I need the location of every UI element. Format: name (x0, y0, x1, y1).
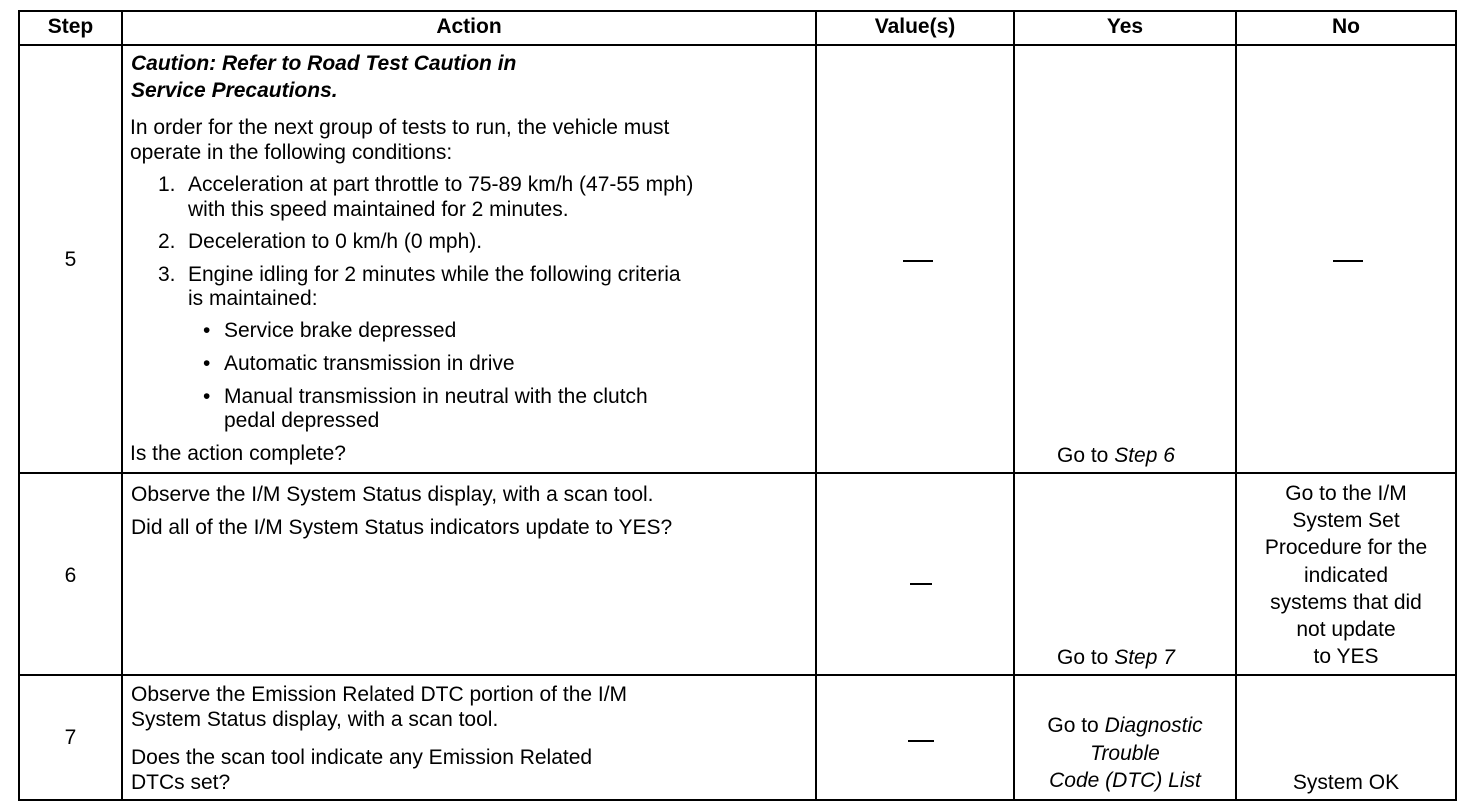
header-action: Action (436, 15, 502, 38)
dtc-list-link[interactable]: Diagnostic (1104, 714, 1203, 737)
no-result-line: Procedure for the (1264, 536, 1428, 559)
action-text: Observe the Emission Related DTC portion of the I/M (131, 683, 628, 706)
sub-list-item: pedal depressed (224, 409, 380, 432)
sub-list-item: Automatic transmission in drive (224, 352, 515, 375)
value-dash (908, 740, 934, 742)
bullet-icon: • (203, 319, 211, 342)
list-item: is maintained: (188, 287, 318, 310)
list-item: Acceleration at part throttle to 75-89 km/h (47-55 mph) (188, 173, 694, 196)
header-no: No (1332, 15, 1360, 38)
step-link[interactable]: Step 7 (1114, 646, 1175, 669)
yes-prefix: Go to (1057, 646, 1109, 669)
dtc-list-link[interactable]: Trouble (1090, 742, 1160, 765)
step-number: 7 (64, 726, 77, 749)
col-divider-values (1013, 10, 1015, 799)
yes-prefix: Go to (1057, 444, 1109, 467)
header-divider (18, 44, 1455, 46)
no-result-line: System Set (1292, 509, 1400, 532)
sub-list-item: Service brake depressed (224, 319, 457, 342)
list-number: 2. (158, 230, 176, 253)
col-divider-step (121, 10, 123, 799)
action-text: operate in the following conditions: (130, 141, 453, 164)
list-item: with this speed maintained for 2 minutes. (188, 198, 569, 221)
action-text: Observe the I/M System Status display, with a scan tool. (131, 483, 654, 506)
list-item: Deceleration to 0 km/h (0 mph). (188, 230, 483, 253)
list-item: Engine idling for 2 minutes while the following criteria (188, 263, 681, 286)
value-dash (903, 260, 933, 262)
yes-result (1057, 645, 1175, 671)
bullet-icon: • (203, 385, 211, 408)
no-result-line: systems that did (1270, 591, 1422, 614)
yes-result (1015, 713, 1235, 739)
list-number: 3. (158, 263, 176, 286)
no-result-line: Go to the I/M (1285, 482, 1407, 505)
no-result: System OK (1292, 771, 1400, 794)
action-text: In order for the next group of tests to run, the vehicle must (130, 116, 670, 139)
list-number: 1. (158, 173, 176, 196)
step-link[interactable]: Step 6 (1114, 444, 1175, 467)
action-question: Does the scan tool indicate any Emission Related (131, 746, 593, 769)
header-step: Step (47, 15, 94, 38)
action-question: Did all of the I/M System Status indicators update to YES? (131, 516, 673, 539)
header-values: Value(s) (874, 15, 956, 38)
yes-prefix: Go to (1047, 714, 1099, 737)
yes-result (1057, 443, 1175, 469)
no-result-line: indicated (1303, 564, 1389, 587)
no-result-line: not update (1296, 618, 1396, 641)
action-question: DTCs set? (131, 771, 231, 794)
col-divider-yes (1235, 10, 1237, 799)
action-text: System Status display, with a scan tool. (131, 708, 499, 731)
bullet-icon: • (203, 352, 211, 375)
sub-list-item: Manual transmission in neutral with the clutch (224, 385, 648, 408)
caution-text: Service Precautions. (131, 79, 338, 102)
no-result-line: to YES (1313, 645, 1379, 668)
dtc-list-link[interactable]: Code (DTC) List (1049, 769, 1201, 792)
step-number: 6 (64, 564, 77, 587)
no-dash (1333, 260, 1363, 262)
row-divider-6-7 (18, 674, 1455, 676)
row-divider-5-6 (18, 472, 1455, 474)
step-number: 5 (64, 248, 77, 271)
col-divider-action (815, 10, 817, 799)
caution-text: Caution: Refer to Road Test Caution in (131, 52, 517, 75)
action-question: Is the action complete? (130, 442, 346, 465)
header-yes: Yes (1106, 15, 1144, 38)
value-dash (910, 583, 932, 585)
